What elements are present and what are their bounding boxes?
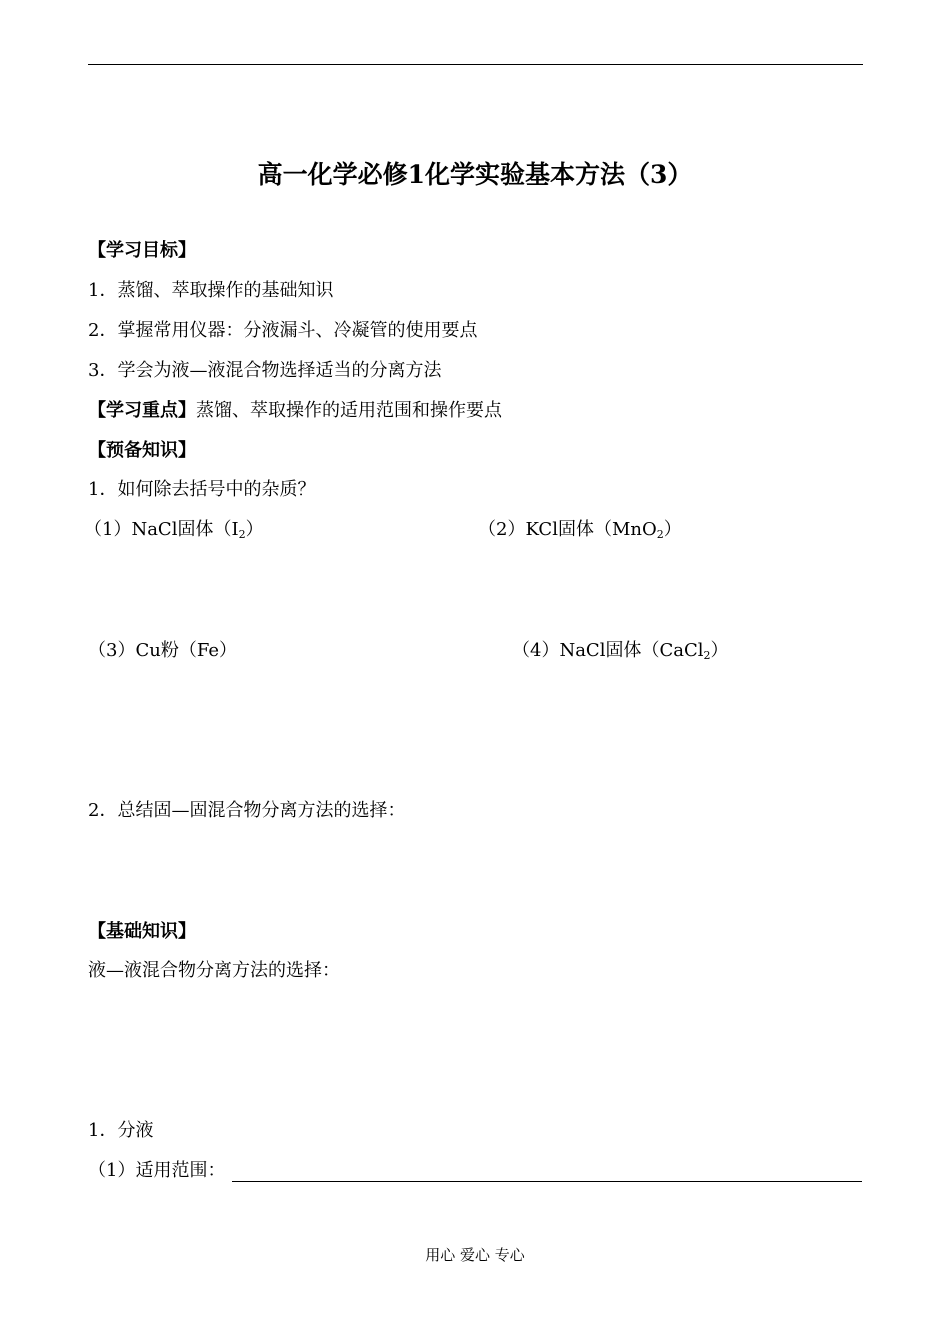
objective-item: 1．蒸馏、萃取操作的基础知识: [88, 280, 334, 301]
sub-question-1: （1）NaCl固体$(I_2)$: [84, 519, 264, 541]
basics-intro: 液—液混合物分离方法的选择：: [88, 960, 340, 981]
key-points-text: 蒸馏、萃取操作的适用范围和操作要点: [196, 400, 502, 421]
objectives-heading: 【学习目标】: [88, 240, 196, 261]
sub-question-3: （3）Cu粉（Fe）: [88, 640, 237, 661]
basics-item-1: 1．分液: [88, 1120, 154, 1141]
sub-question-2: （2）KCl固体（MnO$_2$）: [478, 519, 682, 541]
question-1: 1．如何除去括号中的杂质？: [88, 479, 316, 500]
key-points-heading: 【学习重点】: [88, 400, 196, 421]
question-2: 2．总结固—固混合物分离方法的选择：: [88, 800, 406, 821]
objective-item: 3．学会为液—液混合物选择适当的分离方法: [88, 360, 442, 381]
basics-heading: 【基础知识】: [88, 921, 196, 942]
page-title: 高一化学必修1化学实验基本方法（3）: [257, 160, 693, 189]
header-rule: [88, 64, 863, 65]
sub-question-4: （4）NaCl固体（CaCl$_2$）: [512, 640, 729, 662]
objective-item: 2．掌握常用仪器：分液漏斗、冷凝管的使用要点: [88, 320, 478, 341]
page-footer: 用心 爱心 专心: [425, 1246, 525, 1264]
basics-item-1-scope: （1）适用范围：: [88, 1160, 226, 1181]
answer-blank-line[interactable]: [232, 1181, 862, 1182]
prior-knowledge-heading: 【预备知识】: [88, 440, 196, 461]
key-points-line: [88, 402, 502, 420]
